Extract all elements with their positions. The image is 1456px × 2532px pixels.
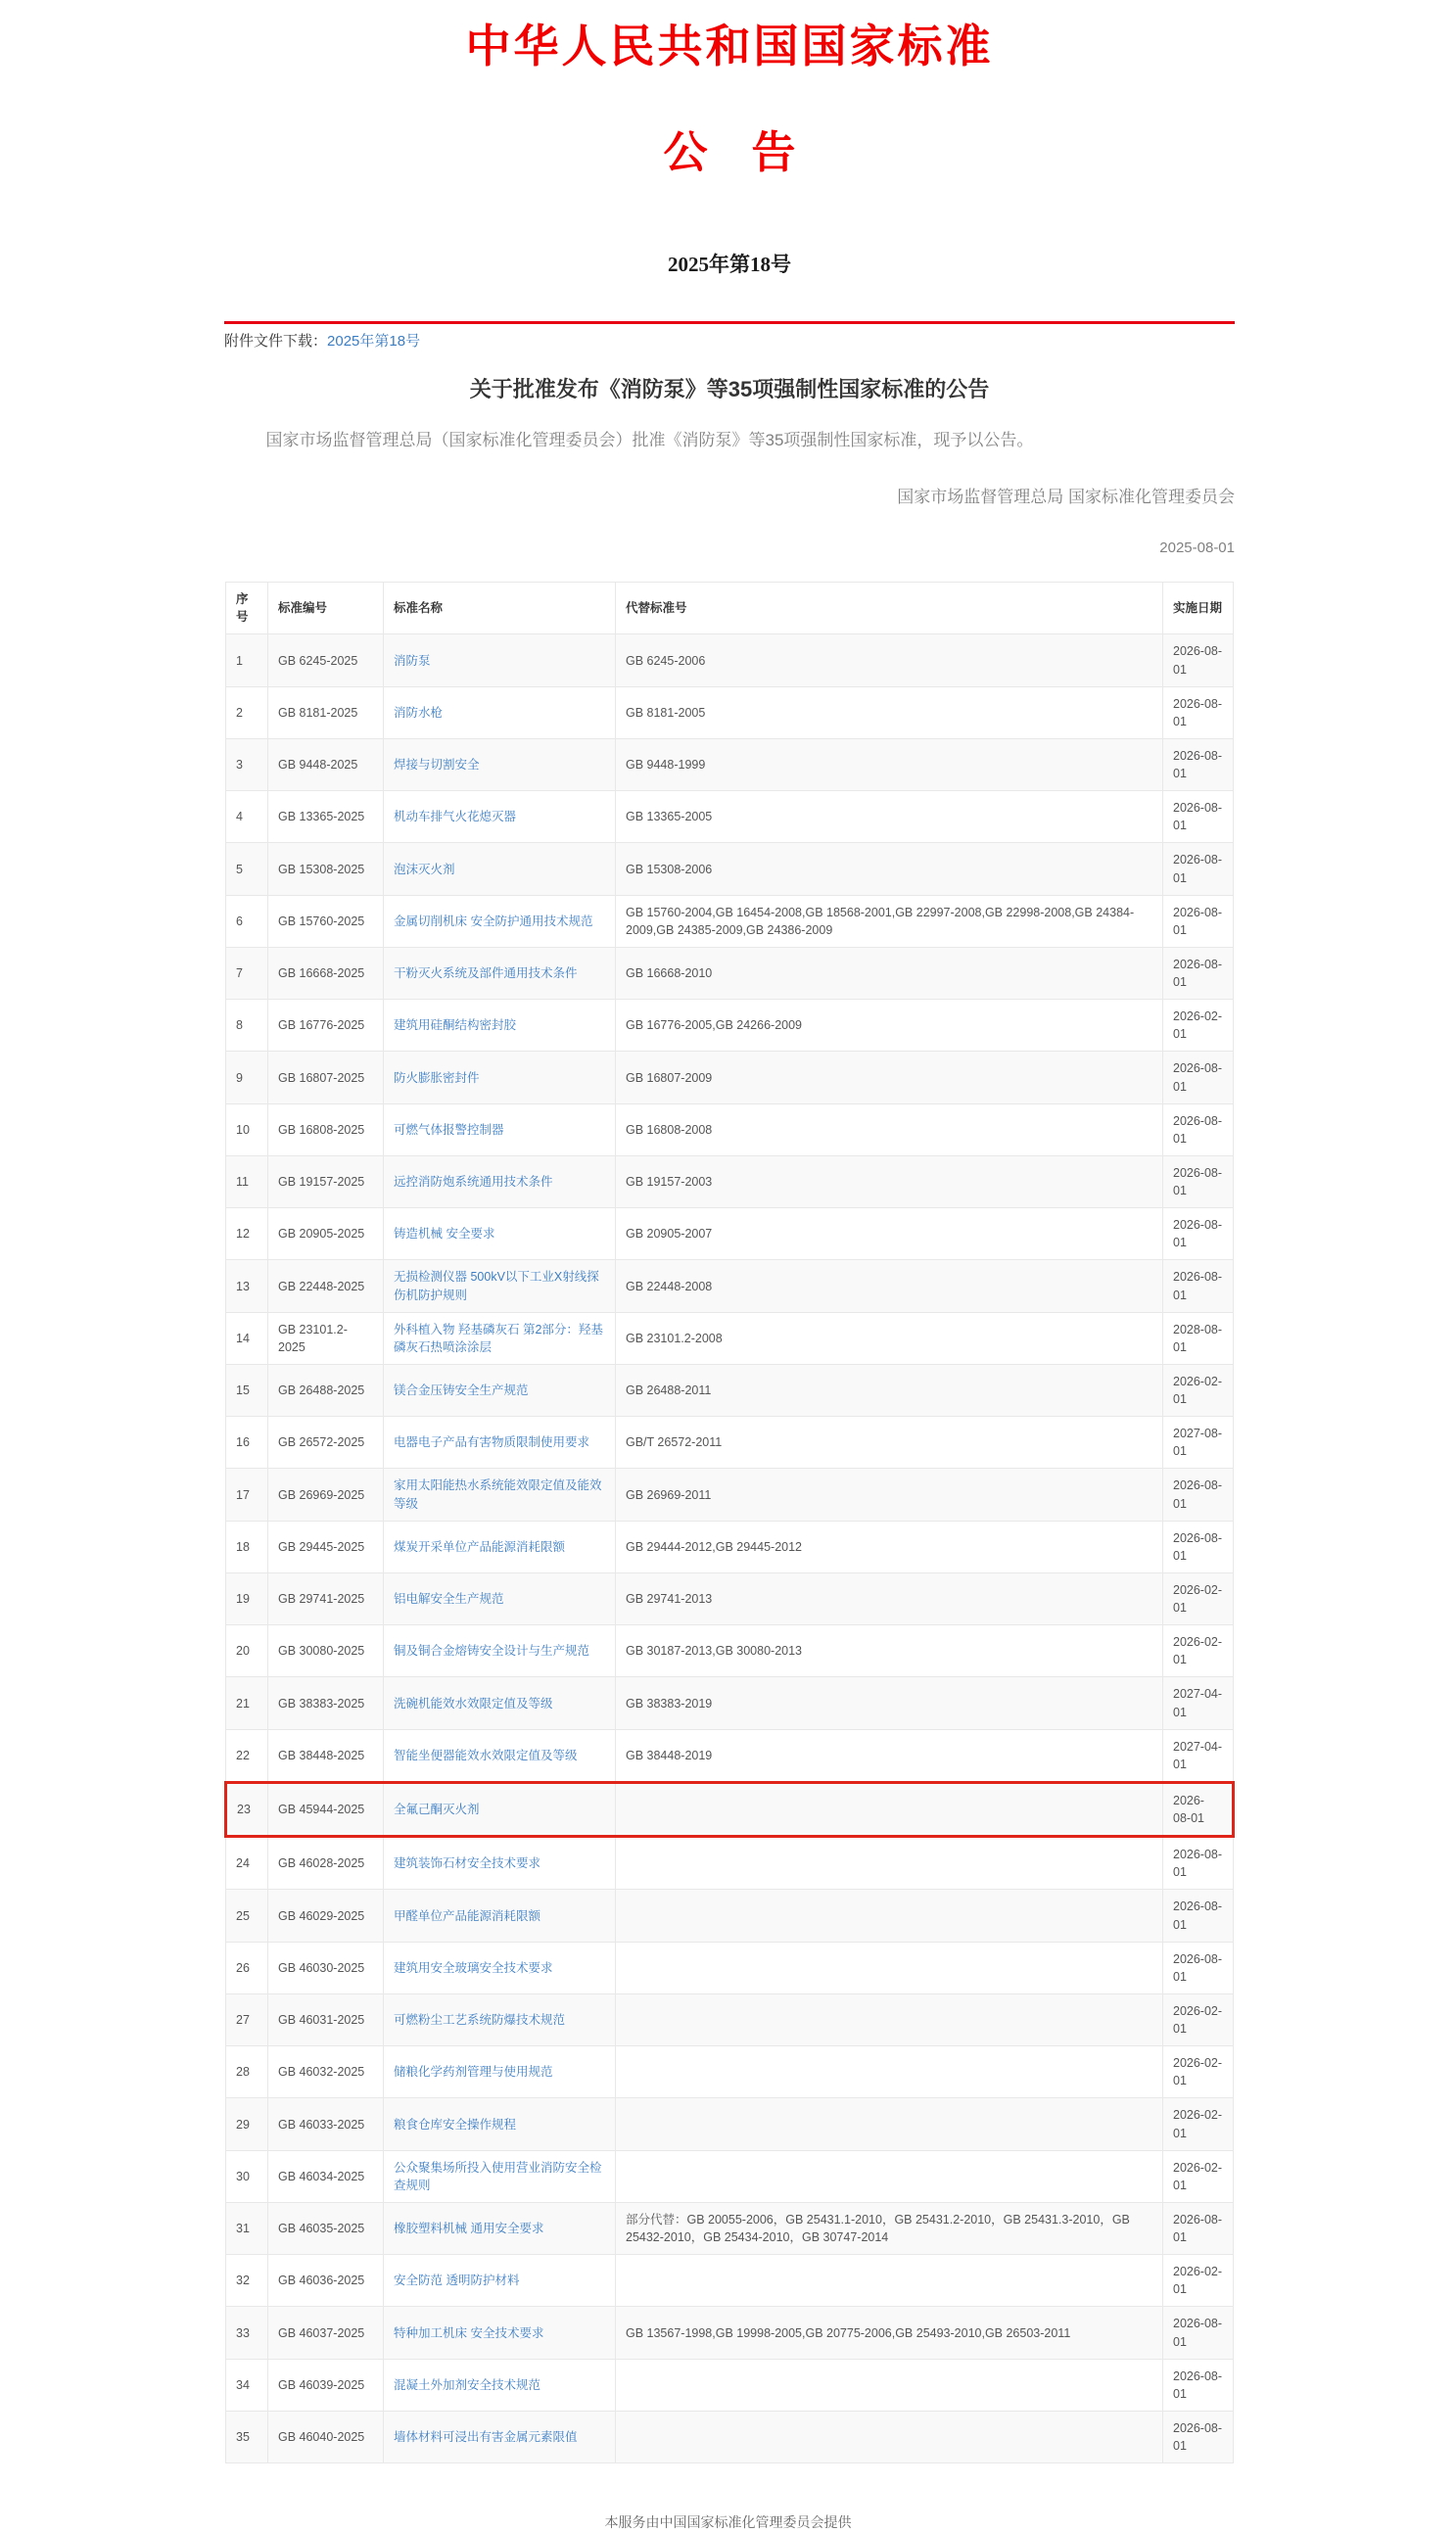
document-title: 关于批准发布《消防泵》等35项强制性国家标准的公告 <box>469 377 990 402</box>
replaced-standards-cell: GB 8181-2005 <box>616 686 1163 738</box>
standard-code-cell: GB 46037-2025 <box>268 2307 384 2359</box>
standard-name-link[interactable]: 远控消防炮系统通用技术条件 <box>394 1175 553 1190</box>
body-paragraph: 国家市场监督管理总局（国家标准化管理委员会）批准《消防泵》等35项强制性国家标准，现予以公告。 <box>265 430 1034 449</box>
replaced-standards-cell: GB/T 26572-2011 <box>616 1417 1163 1469</box>
row-index-cell: 10 <box>226 1103 268 1155</box>
table-row <box>226 1729 1234 1782</box>
standard-name-link[interactable]: 镁合金压铸安全生产规范 <box>394 1383 529 1398</box>
standard-name-cell <box>384 1782 616 1836</box>
table-row <box>226 1625 1234 1677</box>
table-row <box>226 2411 1234 2462</box>
issue-number: 2025年第18号 <box>668 253 791 277</box>
standard-name-link[interactable]: 防火膨胀密封件 <box>394 1070 480 1085</box>
standard-code-cell: GB 46032-2025 <box>268 2046 384 2098</box>
main-title: 中华人民共和国国家标准 <box>465 22 994 71</box>
table-row <box>226 895 1234 947</box>
standard-name-link[interactable]: 无损检测仪器 500kV以下工业X射线探伤机防护规则 <box>394 1270 599 1302</box>
standard-name-link[interactable]: 煤炭开采单位产品能源消耗限额 <box>394 1539 566 1554</box>
standards-table <box>224 582 1235 2463</box>
attachment-row <box>224 331 1235 352</box>
standard-code-cell: GB 46036-2025 <box>268 2255 384 2307</box>
implementation-date-cell: 2026-08-01 <box>1163 1469 1234 1521</box>
table-row <box>226 2150 1234 2202</box>
row-index-cell: 29 <box>226 2098 268 2150</box>
row-index-cell: 9 <box>226 1052 268 1103</box>
standard-name-link[interactable]: 建筑用安全玻璃安全技术要求 <box>394 1960 553 1975</box>
content-column <box>224 0 1235 2463</box>
replaced-standards-cell: GB 29741-2013 <box>616 1572 1163 1624</box>
row-index-cell: 22 <box>226 1729 268 1782</box>
standard-name-link[interactable]: 铝电解安全生产规范 <box>394 1592 504 1607</box>
standard-name-link[interactable]: 粮食仓库安全操作规程 <box>394 2117 517 2132</box>
row-index-cell: 24 <box>226 1837 268 1890</box>
standard-name-link[interactable]: 可燃气体报警控制器 <box>394 1122 504 1137</box>
standard-code-cell: GB 13365-2025 <box>268 791 384 843</box>
table-row <box>226 1260 1234 1312</box>
attachment-download-link[interactable]: 2025年第18号 <box>327 333 421 351</box>
implementation-date-cell: 2026-08-01 <box>1163 1208 1234 1260</box>
standard-code-cell: GB 23101.2-2025 <box>268 1312 384 1364</box>
standard-name-link[interactable]: 安全防范 透明防护材料 <box>394 2274 520 2288</box>
row-index-cell: 13 <box>226 1260 268 1312</box>
standard-name-cell <box>384 1677 616 1729</box>
implementation-date-cell: 2026-08-01 <box>1163 2202 1234 2254</box>
header-name: 标准名称 <box>384 583 616 634</box>
standard-code-cell: GB 38448-2025 <box>268 1729 384 1782</box>
implementation-date-cell: 2026-08-01 <box>1163 895 1234 947</box>
header-code: 标准编号 <box>268 583 384 634</box>
replaced-standards-cell: GB 26488-2011 <box>616 1364 1163 1416</box>
implementation-date-cell: 2026-08-01 <box>1163 738 1234 790</box>
replaced-standards-cell: GB 16776-2005,GB 24266-2009 <box>616 1000 1163 1052</box>
standard-name-cell <box>384 2255 616 2307</box>
row-index-cell: 12 <box>226 1208 268 1260</box>
replaced-standards-cell: GB 16668-2010 <box>616 947 1163 999</box>
row-index-cell: 18 <box>226 1521 268 1572</box>
implementation-date-cell: 2027-08-01 <box>1163 1417 1234 1469</box>
table-row <box>226 947 1234 999</box>
row-index-cell: 15 <box>226 1364 268 1416</box>
row-index-cell: 35 <box>226 2411 268 2462</box>
header-replaces: 代替标准号 <box>616 583 1163 634</box>
implementation-date-cell: 2026-08-01 <box>1163 2359 1234 2411</box>
standard-name-cell <box>384 1521 616 1572</box>
implementation-date-cell: 2026-02-01 <box>1163 2150 1234 2202</box>
standard-name-link[interactable]: 消防水枪 <box>394 705 444 720</box>
implementation-date-cell: 2026-08-01 <box>1163 2307 1234 2359</box>
header-no: 序号 <box>226 583 268 634</box>
implementation-date-cell: 2026-08-01 <box>1163 1155 1234 1207</box>
standards-table-body <box>226 634 1234 2463</box>
issuing-authority-signature: 国家市场监督管理总局 国家标准化管理委员会 <box>897 488 1235 507</box>
table-row <box>226 1364 1234 1416</box>
replaced-standards-cell: GB 15760-2004,GB 16454-2008,GB 18568-2001,GB 22997-2008,GB 22998-2008,GB 24384-2009,GB 24385-2009,GB 24386-2009 <box>616 895 1163 947</box>
table-row <box>226 686 1234 738</box>
standard-name-cell <box>384 1052 616 1103</box>
table-row <box>226 1782 1234 1836</box>
replaced-standards-cell: GB 13365-2005 <box>616 791 1163 843</box>
row-index-cell: 5 <box>226 843 268 895</box>
replaced-standards-cell: GB 16807-2009 <box>616 1052 1163 1103</box>
standard-name-link[interactable]: 焊接与切割安全 <box>394 758 480 773</box>
table-row <box>226 791 1234 843</box>
standard-name-link[interactable]: 干粉灭火系统及部件通用技术条件 <box>394 966 578 981</box>
implementation-date-cell: 2026-02-01 <box>1163 2098 1234 2150</box>
standard-code-cell: GB 38383-2025 <box>268 1677 384 1729</box>
standard-code-cell: GB 16807-2025 <box>268 1052 384 1103</box>
replaced-standards-cell: GB 30187-2013,GB 30080-2013 <box>616 1625 1163 1677</box>
standard-name-link[interactable]: 橡胶塑料机械 通用安全要求 <box>394 2222 544 2236</box>
table-row <box>226 1103 1234 1155</box>
standard-name-cell <box>384 2150 616 2202</box>
standard-name-cell <box>384 1729 616 1782</box>
standard-code-cell: GB 29445-2025 <box>268 1521 384 1572</box>
standard-name-cell <box>384 2307 616 2359</box>
table-row <box>226 1155 1234 1207</box>
table-row <box>226 1942 1234 1993</box>
standard-name-link[interactable]: 储粮化学药剂管理与使用规范 <box>394 2065 553 2080</box>
standard-code-cell: GB 6245-2025 <box>268 634 384 686</box>
replaced-standards-cell: GB 15308-2006 <box>616 843 1163 895</box>
implementation-date-cell: 2027-04-01 <box>1163 1677 1234 1729</box>
standard-name-cell <box>384 2411 616 2462</box>
implementation-date-cell: 2026-08-01 <box>1163 1260 1234 1312</box>
standard-code-cell: GB 16668-2025 <box>268 947 384 999</box>
standard-name-link[interactable]: 电器电子产品有害物质限制使用要求 <box>394 1435 590 1450</box>
table-row <box>226 1837 1234 1890</box>
table-row <box>226 1469 1234 1521</box>
standard-code-cell: GB 46028-2025 <box>268 1837 384 1890</box>
standard-name-cell <box>384 634 616 686</box>
standard-code-cell: GB 46034-2025 <box>268 2150 384 2202</box>
replaced-standards-cell: GB 19157-2003 <box>616 1155 1163 1207</box>
row-index-cell: 30 <box>226 2150 268 2202</box>
standard-name-link[interactable]: 金属切削机床 安全防护通用技术规范 <box>394 914 593 928</box>
standard-name-cell <box>384 1417 616 1469</box>
replaced-standards-cell: GB 29444-2012,GB 29445-2012 <box>616 1521 1163 1572</box>
standard-code-cell: GB 19157-2025 <box>268 1155 384 1207</box>
replaced-standards-cell: GB 6245-2006 <box>616 634 1163 686</box>
implementation-date-cell: 2026-02-01 <box>1163 1364 1234 1416</box>
standard-name-cell <box>384 1364 616 1416</box>
table-row <box>226 843 1234 895</box>
replaced-standards-cell: GB 20905-2007 <box>616 1208 1163 1260</box>
standard-code-cell: GB 16776-2025 <box>268 1000 384 1052</box>
standard-name-link[interactable]: 机动车排气火花熄灭器 <box>394 810 517 824</box>
row-index-cell: 33 <box>226 2307 268 2359</box>
standard-code-cell: GB 46039-2025 <box>268 2359 384 2411</box>
row-index-cell: 31 <box>226 2202 268 2254</box>
implementation-date-cell: 2026-08-01 <box>1163 1890 1234 1942</box>
row-index-cell: 2 <box>226 686 268 738</box>
standard-name-cell <box>384 1837 616 1890</box>
table-row <box>226 1890 1234 1942</box>
row-index-cell: 25 <box>226 1890 268 1942</box>
standard-code-cell: GB 45944-2025 <box>268 1782 384 1836</box>
replaced-standards-cell: GB 13567-1998,GB 19998-2005,GB 20775-2006,GB 25493-2010,GB 26503-2011 <box>616 2307 1163 2359</box>
table-row <box>226 634 1234 686</box>
table-row <box>226 2255 1234 2307</box>
standard-code-cell: GB 22448-2025 <box>268 1260 384 1312</box>
standard-name-cell <box>384 1625 616 1677</box>
standard-name-cell <box>384 1155 616 1207</box>
footer-note: 本服务由中国国家标准化管理委员会提供 <box>604 2514 852 2531</box>
standard-name-cell <box>384 1208 616 1260</box>
standard-code-cell: GB 29741-2025 <box>268 1572 384 1624</box>
standard-name-cell <box>384 1572 616 1624</box>
standard-name-cell <box>384 1312 616 1364</box>
standard-code-cell: GB 46033-2025 <box>268 2098 384 2150</box>
standard-name-link[interactable]: 建筑用硅酮结构密封胶 <box>394 1018 517 1033</box>
standard-name-cell <box>384 1469 616 1521</box>
table-row <box>226 1521 1234 1572</box>
table-row <box>226 1417 1234 1469</box>
table-row <box>226 1312 1234 1364</box>
standard-name-link[interactable]: 消防泵 <box>394 653 431 668</box>
standard-code-cell: GB 46030-2025 <box>268 1942 384 1993</box>
standard-code-cell: GB 26488-2025 <box>268 1364 384 1416</box>
standard-name-link[interactable]: 洗碗机能效水效限定值及等级 <box>394 1696 553 1711</box>
table-row <box>226 1000 1234 1052</box>
row-index-cell: 19 <box>226 1572 268 1624</box>
standard-name-cell <box>384 1000 616 1052</box>
table-row <box>226 2307 1234 2359</box>
standard-name-link[interactable]: 公众聚集场所投入使用营业消防安全检查规则 <box>394 2160 602 2192</box>
implementation-date-cell: 2026-02-01 <box>1163 1625 1234 1677</box>
table-row <box>226 2202 1234 2254</box>
implementation-date-cell: 2026-08-01 <box>1163 1782 1234 1836</box>
implementation-date-cell: 2026-08-01 <box>1163 1837 1234 1890</box>
standard-name-cell <box>384 2098 616 2150</box>
implementation-date-cell: 2026-08-01 <box>1163 2411 1234 2462</box>
replaced-standards-cell: GB 38448-2019 <box>616 1729 1163 1782</box>
replaced-standards-cell <box>616 2411 1163 2462</box>
replaced-standards-cell <box>616 2046 1163 2098</box>
standard-name-cell <box>384 686 616 738</box>
table-row <box>226 1572 1234 1624</box>
implementation-date-cell: 2026-02-01 <box>1163 2046 1234 2098</box>
row-index-cell: 7 <box>226 947 268 999</box>
replaced-standards-cell: GB 9448-1999 <box>616 738 1163 790</box>
replaced-standards-cell: GB 38383-2019 <box>616 1677 1163 1729</box>
table-row <box>226 2359 1234 2411</box>
red-divider <box>224 321 1235 324</box>
standard-name-cell <box>384 791 616 843</box>
row-index-cell: 28 <box>226 2046 268 2098</box>
standard-code-cell: GB 16808-2025 <box>268 1103 384 1155</box>
standard-name-link[interactable]: 混凝土外加剂安全技术规范 <box>394 2377 541 2392</box>
replaced-standards-cell <box>616 1993 1163 2045</box>
standard-code-cell: GB 46031-2025 <box>268 1993 384 2045</box>
implementation-date-cell: 2026-08-01 <box>1163 1521 1234 1572</box>
implementation-date-cell: 2026-08-01 <box>1163 843 1234 895</box>
row-index-cell: 6 <box>226 895 268 947</box>
implementation-date-cell: 2026-08-01 <box>1163 634 1234 686</box>
replaced-standards-cell <box>616 1942 1163 1993</box>
implementation-date-cell: 2026-02-01 <box>1163 1993 1234 2045</box>
standard-name-link[interactable]: 外科植入物 羟基磷灰石 第2部分：羟基磷灰石热喷涂涂层 <box>394 1322 603 1354</box>
standard-name-link[interactable]: 铸造机械 安全要求 <box>394 1227 495 1242</box>
standard-name-link[interactable]: 建筑装饰石材安全技术要求 <box>394 1856 541 1871</box>
implementation-date-cell: 2026-02-01 <box>1163 2255 1234 2307</box>
implementation-date-cell: 2026-08-01 <box>1163 1942 1234 1993</box>
standard-name-link[interactable]: 特种加工机床 安全技术要求 <box>394 2325 544 2340</box>
standard-code-cell: GB 9448-2025 <box>268 738 384 790</box>
row-index-cell: 4 <box>226 791 268 843</box>
standard-name-link[interactable]: 铜及铜合金熔铸安全设计与生产规范 <box>394 1644 590 1659</box>
replaced-standards-cell: 部分代替：GB 20055-2006，GB 25431.1-2010，GB 25431.2-2010，GB 25431.3-2010，GB 25432-2010，GB 25434-2010，GB 30747-2014 <box>616 2202 1163 2254</box>
table-row <box>226 1993 1234 2045</box>
replaced-standards-cell <box>616 2255 1163 2307</box>
implementation-date-cell: 2026-08-01 <box>1163 947 1234 999</box>
standard-name-cell <box>384 1942 616 1993</box>
table-row <box>226 1677 1234 1729</box>
table-row <box>226 1208 1234 1260</box>
row-index-cell: 23 <box>226 1782 268 1836</box>
standard-code-cell: GB 15760-2025 <box>268 895 384 947</box>
row-index-cell: 21 <box>226 1677 268 1729</box>
table-row <box>226 738 1234 790</box>
standard-name-link[interactable]: 泡沫灭火剂 <box>394 862 455 876</box>
row-index-cell: 17 <box>226 1469 268 1521</box>
standard-name-cell <box>384 2202 616 2254</box>
replaced-standards-cell <box>616 2150 1163 2202</box>
row-index-cell: 8 <box>226 1000 268 1052</box>
row-index-cell: 27 <box>226 1993 268 2045</box>
table-row <box>226 2046 1234 2098</box>
row-index-cell: 14 <box>226 1312 268 1364</box>
standard-name-cell <box>384 2046 616 2098</box>
table-header-row <box>226 583 1234 634</box>
implementation-date-cell: 2026-02-01 <box>1163 1572 1234 1624</box>
standard-name-link[interactable]: 家用太阳能热水系统能效限定值及能效等级 <box>394 1478 602 1511</box>
replaced-standards-cell <box>616 2098 1163 2150</box>
row-index-cell: 32 <box>226 2255 268 2307</box>
implementation-date-cell: 2026-08-01 <box>1163 791 1234 843</box>
replaced-standards-cell <box>616 1782 1163 1836</box>
standard-name-cell <box>384 1103 616 1155</box>
standard-code-cell: GB 30080-2025 <box>268 1625 384 1677</box>
row-index-cell: 20 <box>226 1625 268 1677</box>
standard-code-cell: GB 46029-2025 <box>268 1890 384 1942</box>
standard-name-link[interactable]: 墙体材料可浸出有害金属元素限值 <box>394 2430 578 2445</box>
replaced-standards-cell: GB 23101.2-2008 <box>616 1312 1163 1364</box>
replaced-standards-cell <box>616 1837 1163 1890</box>
standard-name-cell <box>384 2359 616 2411</box>
notice-title: 公 告 <box>663 127 796 177</box>
standard-name-link[interactable]: 全氟己酮灭火剂 <box>394 1803 480 1817</box>
implementation-date-cell: 2026-08-01 <box>1163 1103 1234 1155</box>
standard-name-link[interactable]: 可燃粉尘工艺系统防爆技术规范 <box>394 2013 566 2028</box>
standard-name-cell <box>384 947 616 999</box>
standard-name-cell <box>384 738 616 790</box>
standard-code-cell: GB 46040-2025 <box>268 2411 384 2462</box>
replaced-standards-cell <box>616 2359 1163 2411</box>
row-index-cell: 1 <box>226 634 268 686</box>
implementation-date-cell: 2028-08-01 <box>1163 1312 1234 1364</box>
standard-code-cell: GB 26572-2025 <box>268 1417 384 1469</box>
row-index-cell: 11 <box>226 1155 268 1207</box>
header-date: 实施日期 <box>1163 583 1234 634</box>
row-index-cell: 16 <box>226 1417 268 1469</box>
replaced-standards-cell <box>616 1890 1163 1942</box>
standard-name-cell <box>384 1260 616 1312</box>
standard-code-cell: GB 8181-2025 <box>268 686 384 738</box>
table-row <box>226 2098 1234 2150</box>
standard-name-cell <box>384 895 616 947</box>
row-index-cell: 34 <box>226 2359 268 2411</box>
standard-name-link[interactable]: 智能坐便器能效水效限定值及等级 <box>394 1748 578 1762</box>
replaced-standards-cell: GB 26969-2011 <box>616 1469 1163 1521</box>
standard-code-cell: GB 20905-2025 <box>268 1208 384 1260</box>
replaced-standards-cell: GB 22448-2008 <box>616 1260 1163 1312</box>
standard-code-cell: GB 46035-2025 <box>268 2202 384 2254</box>
implementation-date-cell: 2026-02-01 <box>1163 1000 1234 1052</box>
implementation-date-cell: 2026-08-01 <box>1163 686 1234 738</box>
standard-code-cell: GB 15308-2025 <box>268 843 384 895</box>
replaced-standards-cell: GB 16808-2008 <box>616 1103 1163 1155</box>
row-index-cell: 3 <box>226 738 268 790</box>
table-row <box>226 1052 1234 1103</box>
row-index-cell: 26 <box>226 1942 268 1993</box>
standard-name-cell <box>384 1890 616 1942</box>
publication-date: 2025-08-01 <box>1159 539 1235 557</box>
standard-code-cell: GB 26969-2025 <box>268 1469 384 1521</box>
standard-name-cell <box>384 1993 616 2045</box>
attachment-label: 附件文件下载： <box>224 333 328 351</box>
implementation-date-cell: 2027-04-01 <box>1163 1729 1234 1782</box>
implementation-date-cell: 2026-08-01 <box>1163 1052 1234 1103</box>
standard-name-cell <box>384 843 616 895</box>
standard-name-link[interactable]: 甲醛单位产品能源消耗限额 <box>394 1908 541 1923</box>
